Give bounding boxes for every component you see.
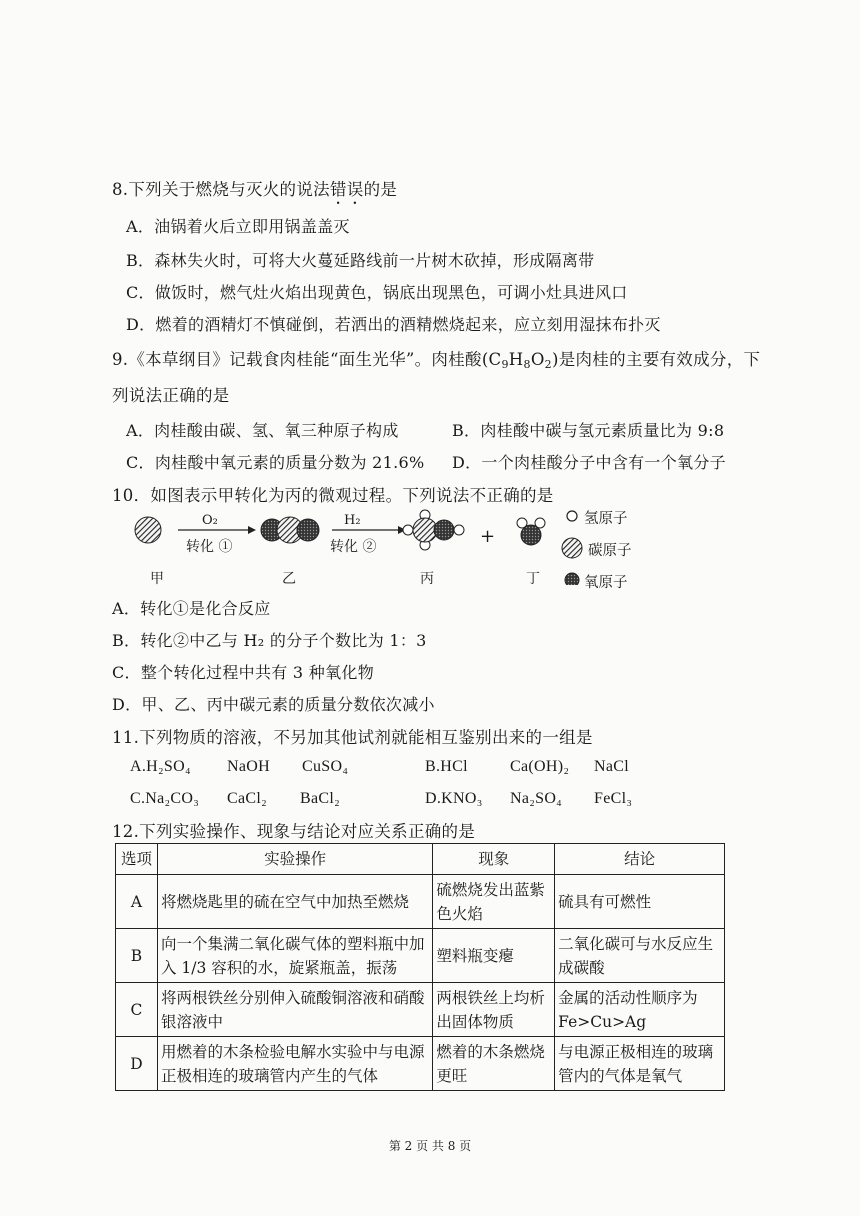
- table-header-row: [116, 844, 725, 875]
- q9-stem-a: 9.《本草纲目》记载食肉桂能“面生光华”。肉桂酸(C: [112, 350, 502, 369]
- q11-stem: 11.下列物质的溶液，不另加其他试剂就能相互鉴别出来的一组是: [112, 728, 593, 747]
- q8-option-d: D．燃着的酒精灯不慎碰倒，若洒出的酒精燃烧起来，应立刻用湿抹布扑灭: [126, 315, 661, 334]
- table-row: [116, 875, 725, 929]
- q8-stem: [112, 176, 397, 208]
- q11-b-2: Ca(OH)₂: [510, 758, 570, 775]
- q11-b-1: B.HCl: [425, 758, 468, 775]
- row-conclusion: 金属的活动性顺序为Fe>Cu>Ag: [555, 983, 725, 1037]
- row-option: C: [116, 983, 158, 1037]
- q8-option-a: A．油锅着火后立即用锅盖盖灭: [126, 217, 350, 236]
- carbon-atom: [413, 518, 437, 542]
- label-jia: 甲: [150, 571, 164, 587]
- q9-stem-line2: 列说法正确的是: [112, 386, 230, 405]
- row-operation: 向一个集满二氧化碳气体的塑料瓶中加入 1/3 容积的水，旋紧瓶盖，振荡: [157, 929, 432, 983]
- row-conclusion: 二氧化碳可与水反应生成碳酸: [555, 929, 725, 983]
- row-option: B: [116, 929, 158, 983]
- arrow2-bottom-label: 转化 ②: [330, 539, 377, 555]
- legend-hydrogen-label: 氢原子: [584, 511, 628, 527]
- row-operation: 用燃着的木条检验电解水实验中与电源正极相连的玻璃管内产生的气体: [157, 1037, 432, 1091]
- q11-d-2: Na₂SO₄: [510, 790, 563, 807]
- header-option: 选项: [116, 844, 158, 875]
- q11-a-3: CuSO₄: [302, 758, 349, 775]
- arrow1-bottom-label: 转化 ①: [186, 539, 233, 555]
- q8-stem-end: 的是: [363, 180, 398, 199]
- q9-option-b: B．肉桂酸中碳与氢元素质量比为 9:8: [452, 421, 725, 440]
- q10-option-d: D．甲、乙、丙中碳元素的质量分数依次减小: [112, 695, 435, 714]
- oxygen-atom: [521, 525, 541, 545]
- q11-a-1: A.H₂SO₄: [130, 758, 191, 775]
- q9-o: O: [530, 350, 545, 369]
- q8-stem-text: 8.下列关于燃烧与灭火的说法: [112, 180, 330, 199]
- q8-emphasis: 错误: [329, 180, 364, 199]
- q11-c-2: CaCl₂: [227, 790, 267, 807]
- arrow2-top-label: H₂: [344, 513, 361, 528]
- q11-c-3: BaCl₂: [300, 790, 340, 807]
- q9-option-a: A．肉桂酸由碳、氢、氧三种原子构成: [126, 421, 399, 440]
- q10-option-b: B．转化②中乙与 H₂ 的分子个数比为 1：3: [112, 631, 427, 650]
- q9-sub-2: 2: [544, 358, 552, 371]
- header-phenomenon: 现象: [433, 844, 555, 875]
- q8-option-c: C．做饭时，燃气灶火焰出现黄色，锅底出现黑色，可调小灶具进风口: [126, 283, 628, 302]
- header-conclusion: 结论: [555, 844, 725, 875]
- oxygen-atom: [434, 520, 454, 540]
- q9-sub-8: 8: [523, 358, 531, 371]
- legend-carbon-icon: [562, 538, 582, 558]
- page-footer: 第 2 页 共 8 页: [388, 1139, 472, 1153]
- q8-option-b: B．森林失火时，可将大火蔓延路线前一片树木砍掉，形成隔离带: [126, 251, 595, 270]
- hydrogen-atom: [454, 525, 464, 535]
- label-bing: 丙: [420, 571, 434, 587]
- arrow1-top-label: O₂: [202, 513, 218, 528]
- q11-b-3: NaCl: [594, 758, 629, 775]
- row-phenomenon: 两根铁丝上均析出固体物质: [433, 983, 555, 1037]
- legend-oxygen-label: 氧原子: [584, 575, 628, 591]
- q10-option-c: C．整个转化过程中共有 3 种氧化物: [112, 663, 374, 682]
- oxygen-atom: [297, 519, 319, 541]
- hydrogen-atom: [403, 525, 413, 535]
- row-phenomenon: 硫燃烧发出蓝紫色火焰: [433, 875, 555, 929]
- row-phenomenon: 塑料瓶变瘪: [433, 929, 555, 983]
- q10-stem: 10．如图表示甲转化为丙的微观过程。下列说法不正确的是: [112, 486, 554, 505]
- row-operation: 将燃烧匙里的硫在空气中加热至燃烧: [157, 875, 432, 929]
- label-ding: 丁: [526, 571, 540, 587]
- row-conclusion: 硫具有可燃性: [555, 875, 725, 929]
- plus-sign: +: [480, 526, 496, 547]
- q11-a-2: NaOH: [227, 758, 270, 775]
- row-conclusion: 与电源正极相连的玻璃管内的气体是氧气: [555, 1037, 725, 1091]
- q9-option-c: C．肉桂酸中氧元素的质量分数为 21.6%: [126, 453, 425, 472]
- legend-oxygen-icon: [565, 573, 579, 585]
- q9-stem-line1: [112, 346, 760, 371]
- q11-d-1: D.KNO₃: [425, 790, 483, 807]
- table-row: [116, 983, 725, 1037]
- legend-carbon-label: 碳原子: [588, 543, 632, 559]
- row-phenomenon: 燃着的木条燃烧更旺: [433, 1037, 555, 1091]
- table-row: [116, 929, 725, 983]
- q12-stem: 12.下列实验操作、现象与结论对应关系正确的是: [112, 822, 476, 841]
- header-operation: 实验操作: [157, 844, 432, 875]
- table-row: [116, 1037, 725, 1091]
- legend-hydrogen-icon: [567, 511, 577, 521]
- q9-sub-9: 9: [501, 358, 509, 371]
- experiment-table: [115, 843, 725, 1091]
- q10-option-a: A．转化①是化合反应: [112, 599, 271, 618]
- row-operation: 将两根铁丝分别伸入硫酸铜溶液和硝酸银溶液中: [157, 983, 432, 1037]
- carbon-atom: [135, 517, 161, 543]
- q11-c-1: C.Na₂CO₃: [130, 790, 200, 807]
- q11-d-3: FeCl₃: [594, 790, 633, 807]
- q9-stem-b: )是肉桂的主要有效成分，下: [551, 350, 761, 369]
- row-option: A: [116, 875, 158, 929]
- label-yi: 乙: [282, 571, 296, 587]
- q9-h: H: [508, 350, 524, 369]
- row-option: D: [116, 1037, 158, 1091]
- q9-option-d: D．一个肉桂酸分子中含有一个氧分子: [452, 453, 726, 472]
